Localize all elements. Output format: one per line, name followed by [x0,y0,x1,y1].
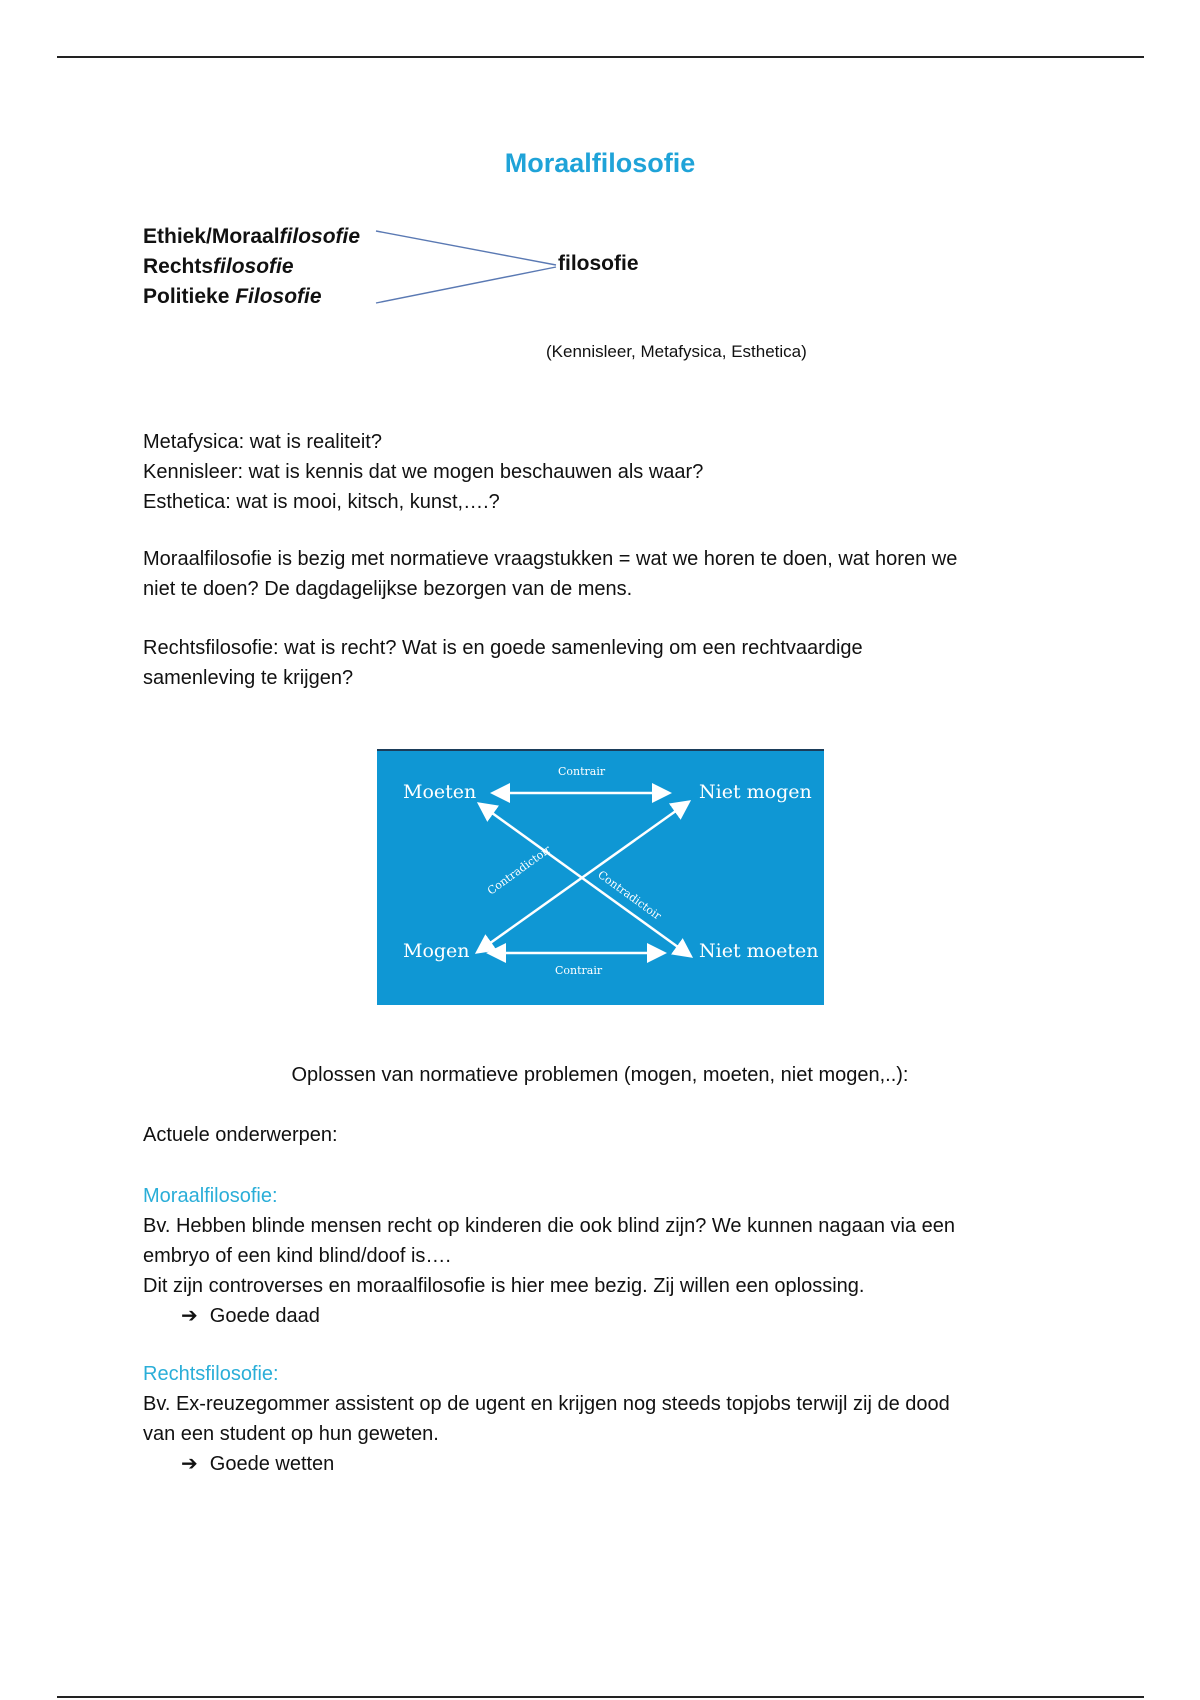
square-top-left: Moeten [403,781,477,803]
definition-metafysica: Metafysica: wat is realiteit? [143,431,382,453]
top-rule [57,56,1144,58]
connector-upper-line [376,231,556,265]
square-diag-left-relation: Contradictoir [485,842,554,898]
other-branches-note: (Kennisleer, Metafysica, Esthetica) [546,342,807,361]
connector-lower-line [376,267,556,303]
branch-politics: Politieke Filosofie [143,285,322,308]
right-arrow-icon: ➔ [181,1453,198,1475]
square-caption: Oplossen van normatieve problemen (mogen, moeten, niet mogen,..): [291,1064,909,1086]
definitions-block [143,427,1083,517]
square-bottom-relation: Contrair [555,964,603,977]
definition-esthetica: Esthetica: wat is mooi, kitsch, kunst,….? [143,491,500,513]
conclusion-item: ➔ Goede wetten [181,1453,335,1475]
section-moraalfilosofie: Moraalfilosofie: Bv. Hebben blinde mensen recht op kinderen die ook blind zijn? We kunnen nagaan via een embryo of een kind blind/doof is…. Dit zijn controverses en moraalfilosofie is hier mee bezig. Zij willen een oplossing. ➔ Goede daad [143,1181,1103,1331]
square-diag-right-relation: Contradictoir [595,868,664,923]
law-paragraph: Rechtsfilosofie: wat is recht? Wat is en goede samenleving om een rechtvaardige samenleving te krijgen? [143,637,863,689]
square-top-right: Niet mogen [699,781,812,803]
section-heading: Moraalfilosofie: [143,1185,278,1207]
branch-list [143,222,360,312]
conclusion-item: ➔ Goede daad [181,1305,320,1327]
deontic-square-diagram [377,749,824,1005]
section-rechtsfilosofie: Rechtsfilosofie: Bv. Ex-reuzegommer assistent op de ugent en krijgen nog steeds topjobs terwijl zij de dood van een student op hun geweten. ➔ Goede wetten [143,1359,1103,1479]
root-label: filosofie [558,252,639,275]
topics-heading: Actuele onderwerpen: [143,1124,338,1146]
page-title: Moraalfilosofie [504,148,696,178]
moral-paragraph: Moraalfilosofie is bezig met normatieve vraagstukken = wat we horen te doen, wat horen we niet te doen? De dagdagelijkse bezorgen van de mens. [143,548,958,600]
branch-connector [370,225,560,307]
branch-law: Rechtsfilosofie [143,255,294,278]
bottom-rule [57,1696,1144,1698]
right-arrow-icon: ➔ [181,1305,198,1327]
definition-kennisleer: Kennisleer: wat is kennis dat we mogen beschauwen als waar? [143,461,704,483]
square-top-relation: Contrair [558,765,606,778]
branch-ethics: Ethiek/Moraalfilosofie [143,225,361,248]
section-heading: Rechtsfilosofie: [143,1363,279,1385]
square-bottom-left: Mogen [403,940,470,962]
square-bottom-right: Niet moeten [699,940,819,962]
